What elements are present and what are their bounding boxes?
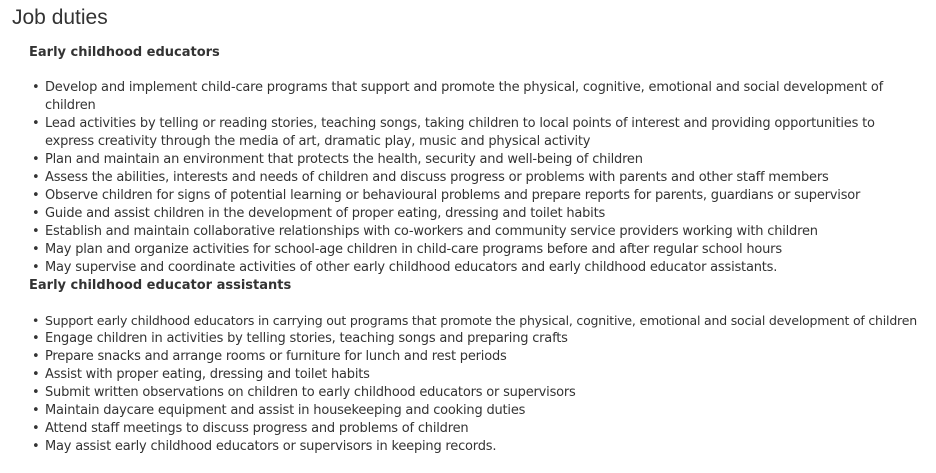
bullet-icon: • [32,439,40,454]
bullet-icon: • [32,331,40,346]
list-item: • Assess the abilities, interests and needs of children and discuss progress or problems with parents and other staff members [32,170,829,185]
bullet-icon: • [32,367,40,382]
bullet-icon: • [32,313,40,328]
bullet-icon: • [32,188,40,203]
list-item: • Develop and implement child-care programs that support and promote the physical, cognitive, emotional and social development of children [32,80,883,113]
list-item: • Prepare snacks and arrange rooms or furniture for lunch and rest periods [32,349,507,364]
section-heading-early-childhood-educators: Early childhood educators [29,45,220,60]
bullet-icon: • [32,403,40,418]
bullet-icon: • [32,421,40,436]
duties-list-early-childhood-educators [32,79,915,277]
list-item: • Lead activities by telling or reading stories, teaching songs, taking children to local points of interest and providing opportunities to express creativity through the media of art, dramatic play, music and physical activity [32,116,875,149]
bullet-icon: • [32,116,40,131]
list-item: • May supervise and coordinate activities of other early childhood educators and early childhood educator assistants. [32,260,778,275]
list-item: • Attend staff meetings to discuss progress and problems of children [32,421,469,436]
section-heading-early-childhood-educator-assistants: Early childhood educator assistants [29,278,292,293]
bullet-icon: • [32,385,40,400]
list-item: • May plan and organize activities for school-age children in child-care programs before and after regular school hours [32,242,782,257]
bullet-icon: • [32,260,40,275]
bullet-icon: • [32,349,40,364]
list-item: • Plan and maintain an environment that protects the health, security and well-being of children [32,152,643,167]
bullet-icon: • [32,206,40,221]
list-item: • Submit written observations on children to early childhood educators or supervisors [32,385,576,400]
list-item: • Establish and maintain collaborative relationships with co-workers and community service providers working with children [32,224,818,239]
bullet-icon: • [32,170,40,185]
duties-list-early-childhood-educator-assistants [32,312,933,456]
list-item: • Guide and assist children in the development of proper eating, dressing and toilet habits [32,206,606,221]
page-title: Job duties [12,6,108,29]
list-item: • Observe children for signs of potential learning or behavioural problems and prepare reports for parents, guardians or supervisor [32,188,861,203]
list-item: • Support early childhood educators in carrying out programs that promote the physical, cognitive, emotional and social development of children [32,313,917,328]
list-item: • May assist early childhood educators or supervisors in keeping records. [32,439,497,454]
bullet-icon: • [32,80,40,95]
bullet-icon: • [32,152,40,167]
list-item: • Engage children in activities by telling stories, teaching songs and preparing crafts [32,331,568,346]
bullet-icon: • [32,242,40,257]
bullet-icon: • [32,224,40,239]
list-item: • Maintain daycare equipment and assist in housekeeping and cooking duties [32,403,526,418]
list-item: • Assist with proper eating, dressing and toilet habits [32,367,370,382]
